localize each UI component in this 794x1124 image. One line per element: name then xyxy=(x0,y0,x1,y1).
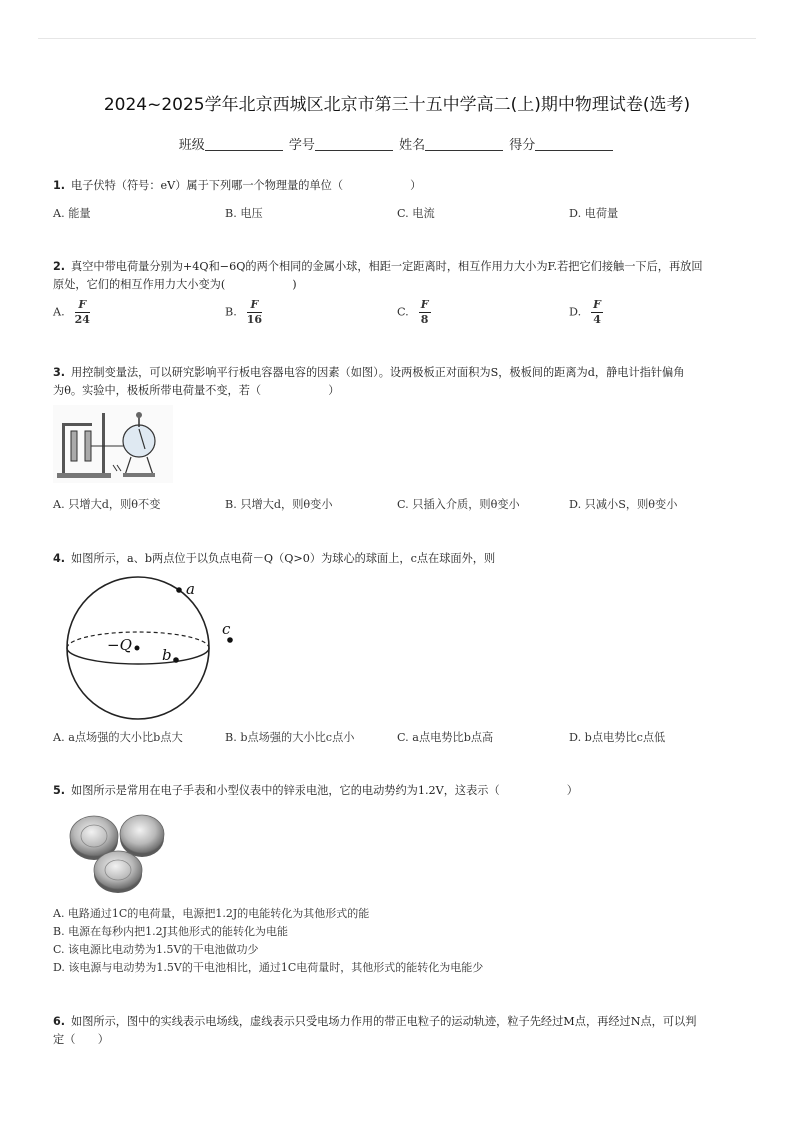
option-d[interactable]: D. 电荷量 xyxy=(569,207,619,220)
fraction: $\frac{F}{24}$ xyxy=(74,298,90,326)
question-3 xyxy=(53,364,743,400)
charge-point xyxy=(135,646,140,651)
option-d[interactable]: D. b点电势比c点低 xyxy=(569,731,666,744)
point-b xyxy=(173,657,179,663)
point-a-label: a xyxy=(186,580,195,598)
question-number: 1. xyxy=(53,179,66,192)
student-id-label: 学号 xyxy=(288,138,315,153)
question-5 xyxy=(53,782,743,800)
score-label: 得分 xyxy=(509,138,536,153)
question-text: 如图所示，a、b两点位于以负点电荷－Q（Q>0）为球心的球面上，c点在球面外，则 xyxy=(71,552,496,565)
button-battery-figure xyxy=(66,810,176,896)
student-id-blank[interactable] xyxy=(315,138,393,151)
option-b[interactable]: B. $\frac{F}{16}$ xyxy=(225,298,263,326)
class-label: 班级 xyxy=(178,138,205,153)
option-c[interactable]: C. $\frac{F}{8}$ xyxy=(397,298,429,326)
score-blank[interactable] xyxy=(535,138,613,151)
question-number: 4. xyxy=(53,552,66,565)
name-blank[interactable] xyxy=(425,138,503,151)
option-c[interactable]: C. 电流 xyxy=(397,207,435,220)
question-text-line2: 原处，它们的相互作用力大小变为( ) xyxy=(53,278,297,291)
question-text: 电子伏特（符号：eV）属于下列哪一个物理量的单位（ ） xyxy=(71,179,422,192)
option-c[interactable]: C. 该电源比电动势为1.5V的干电池做功少 xyxy=(53,943,259,956)
question-text-line1: 真空中带电荷量分别为+4Q和−6Q的两个相同的金属小球，相距一定距离时，相互作用力大小为F.若把它们接触一下后，再放回 xyxy=(71,260,703,273)
option-a[interactable]: A. 电路通过1C的电荷量，电源把1.2J的电能转化为其他形式的能 xyxy=(53,907,370,920)
option-a[interactable]: A. $\frac{F}{24}$ xyxy=(53,298,90,326)
capacitor-electrometer-figure xyxy=(53,405,173,483)
option-d[interactable]: D. 只减小S，则θ变小 xyxy=(569,498,678,511)
exam-title: 2024~2025学年北京西城区北京市第三十五中学高二(上)期中物理试卷(选考) xyxy=(103,95,691,115)
class-blank[interactable] xyxy=(205,138,283,151)
option-b[interactable]: B. 只增大d，则θ变小 xyxy=(225,498,333,511)
question-text: 如图所示是常用在电子手表和小型仪表中的锌汞电池，它的电动势约为1.2V，这表示（ ） xyxy=(71,784,578,797)
option-b[interactable]: B. b点场强的大小比c点小 xyxy=(225,731,355,744)
option-a[interactable]: A. 能量 xyxy=(53,207,91,220)
question-number: 2. xyxy=(53,260,66,273)
option-c[interactable]: C. 只插入介质，则θ变小 xyxy=(397,498,520,511)
sphere-charge-figure xyxy=(60,572,250,722)
student-info-line xyxy=(0,134,794,153)
name-label: 姓名 xyxy=(399,138,426,153)
question-text-line1: 用控制变量法，可以研究影响平行板电容器电容的因素（如图）。设两极板正对面积为S，极板间的距离为d，静电计指针偏角 xyxy=(71,366,685,379)
question-number: 6. xyxy=(53,1015,66,1028)
question-text-line2: 定（ ） xyxy=(53,1033,109,1046)
question-text-line2: 为θ。实验中，极板所带电荷量不变，若（ ） xyxy=(53,384,340,397)
fraction: $\frac{F}{4}$ xyxy=(593,298,601,326)
point-c xyxy=(227,637,233,643)
header-divider xyxy=(38,38,756,39)
question-number: 3. xyxy=(53,366,66,379)
question-6 xyxy=(53,1013,743,1049)
option-b[interactable]: B. 电压 xyxy=(225,207,263,220)
option-a[interactable]: A. a点场强的大小比b点大 xyxy=(53,731,183,744)
point-b-label: b xyxy=(162,646,172,664)
option-a[interactable]: A. 只增大d，则θ不变 xyxy=(53,498,161,511)
point-c-label: c xyxy=(222,620,231,638)
question-2 xyxy=(53,258,743,294)
question-text-line1: 如图所示，图中的实线表示电场线，虚线表示只受电场力作用的带正电粒子的运动轨迹，粒子先经过M点，再经过N点，可以判 xyxy=(71,1015,697,1028)
option-c[interactable]: C. a点电势比b点高 xyxy=(397,731,494,744)
question-number: 5. xyxy=(53,784,66,797)
charge-label: −Q xyxy=(107,636,132,654)
option-d[interactable]: D. 该电源与电动势为1.5V的干电池相比，通过1C电荷量时，其他形式的能转化为电能少 xyxy=(53,961,484,974)
option-d[interactable]: D. $\frac{F}{4}$ xyxy=(569,298,601,326)
point-a xyxy=(176,587,182,593)
question-4 xyxy=(53,550,743,568)
fraction: $\frac{F}{16}$ xyxy=(246,298,263,326)
question-1 xyxy=(53,177,743,195)
option-b[interactable]: B. 电源在每秒内把1.2J其他形式的能转化为电能 xyxy=(53,925,288,938)
fraction: $\frac{F}{8}$ xyxy=(420,298,429,326)
